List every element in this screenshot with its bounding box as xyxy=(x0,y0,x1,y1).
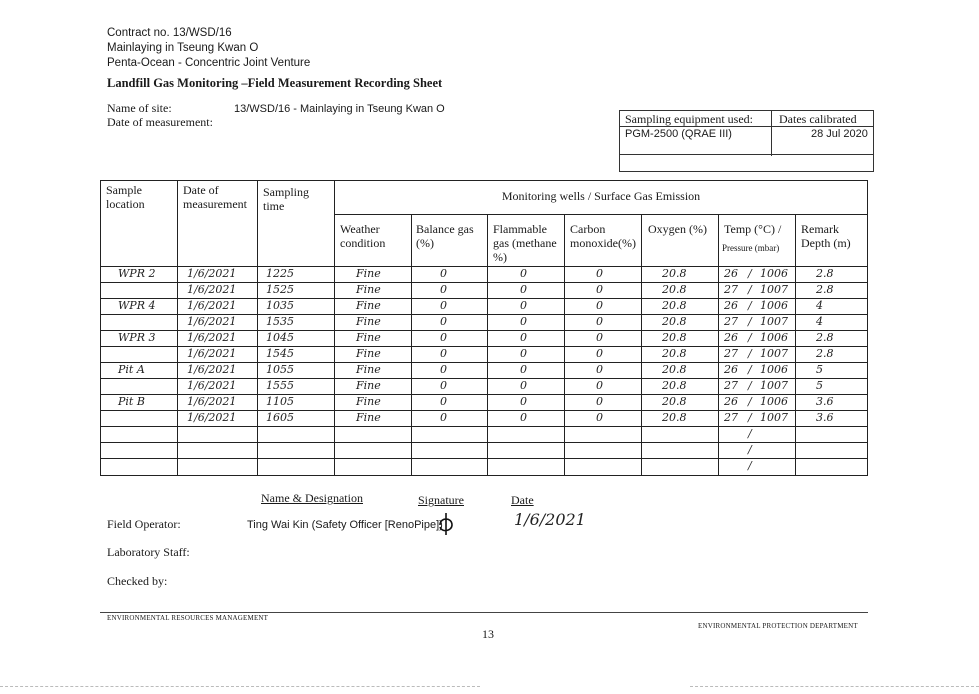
calibrated-header: Dates calibrated xyxy=(779,112,857,126)
row-divider xyxy=(100,426,868,427)
cell-oxygen: 20.8 xyxy=(662,331,687,344)
cell-date: 1/6/2021 xyxy=(187,363,237,376)
cell-remark: 2.8 xyxy=(816,347,834,360)
cell-pressure: 1006 xyxy=(760,331,788,344)
cell-flammable: 0 xyxy=(520,379,527,392)
cell-remark: 4 xyxy=(816,315,823,328)
cell-time: 1105 xyxy=(266,395,294,408)
cell-pressure: 1007 xyxy=(760,347,788,360)
calibrated-value: 28 Jul 2020 xyxy=(811,128,868,140)
cell-loc: WPR 4 xyxy=(118,299,156,312)
header-temp: Temp (°C) / xyxy=(724,222,782,236)
cell-pressure: 1006 xyxy=(760,267,788,280)
cell-temp: 27 xyxy=(724,283,738,296)
header-monitoring-group: Monitoring wells / Surface Gas Emission xyxy=(501,189,701,203)
cell-pressure: 1007 xyxy=(760,379,788,392)
site-value: 13/WSD/16 - Mainlaying in Tseung Kwan O xyxy=(234,103,445,115)
cell-temp: 26 xyxy=(724,363,738,376)
signature-mark xyxy=(436,511,456,537)
cell-balance: 0 xyxy=(440,347,447,360)
cell-temp: 26 xyxy=(724,331,738,344)
temp-pressure-separator: / xyxy=(748,283,752,296)
row-divider xyxy=(100,458,868,459)
cell-balance: 0 xyxy=(440,331,447,344)
cell-co: 0 xyxy=(596,331,603,344)
sheet-title: Landfill Gas Monitoring –Field Measurement Recording Sheet xyxy=(107,76,443,90)
cell-flammable: 0 xyxy=(520,315,527,328)
cell-date: 1/6/2021 xyxy=(187,331,237,344)
cell-weather: Fine xyxy=(356,267,381,280)
cell-oxygen: 20.8 xyxy=(662,379,687,392)
project-name: Mainlaying in Tseung Kwan O xyxy=(107,42,259,54)
header-flammable-gas: Flammable gas (methane %) xyxy=(493,222,557,264)
lab-staff-label: Laboratory Staff: xyxy=(107,545,190,559)
cell-remark: 5 xyxy=(816,363,823,376)
cell-co: 0 xyxy=(596,379,603,392)
temp-pressure-separator: / xyxy=(748,299,752,312)
cell-weather: Fine xyxy=(356,315,381,328)
equipment-table xyxy=(619,110,874,172)
cell-weather: Fine xyxy=(356,379,381,392)
temp-pressure-separator: / xyxy=(748,267,752,280)
temp-pressure-separator: / xyxy=(748,411,752,424)
checked-by-label: Checked by: xyxy=(107,574,168,588)
cell-date: 1/6/2021 xyxy=(187,379,237,392)
cell-remark: 3.6 xyxy=(816,395,834,408)
cell-loc: WPR 2 xyxy=(118,267,156,280)
cell-balance: 0 xyxy=(440,267,447,280)
header-balance-gas: Balance gas (%) xyxy=(416,222,474,250)
cell-weather: Fine xyxy=(356,283,381,296)
cell-oxygen: 20.8 xyxy=(662,299,687,312)
cell-oxygen: 20.8 xyxy=(662,347,687,360)
field-operator-date: 1/6/2021 xyxy=(514,510,586,529)
cell-balance: 0 xyxy=(440,411,447,424)
cell-date: 1/6/2021 xyxy=(187,299,237,312)
cell-time: 1545 xyxy=(266,347,294,360)
cell-pressure: 1007 xyxy=(760,315,788,328)
cell-loc: Pit B xyxy=(118,395,145,408)
cell-balance: 0 xyxy=(440,379,447,392)
cell-loc: Pit A xyxy=(118,363,145,376)
cell-time: 1055 xyxy=(266,363,294,376)
cell-loc: WPR 3 xyxy=(118,331,156,344)
col-name-designation: Name & Designation xyxy=(261,491,363,505)
cell-weather: Fine xyxy=(356,411,381,424)
temp-pressure-separator: / xyxy=(748,443,752,456)
cell-weather: Fine xyxy=(356,347,381,360)
cell-date: 1/6/2021 xyxy=(187,347,237,360)
cell-co: 0 xyxy=(596,363,603,376)
temp-pressure-separator: / xyxy=(748,331,752,344)
temp-pressure-separator: / xyxy=(748,363,752,376)
cell-flammable: 0 xyxy=(520,411,527,424)
cell-pressure: 1006 xyxy=(760,299,788,312)
row-divider xyxy=(100,442,868,443)
cell-oxygen: 20.8 xyxy=(662,267,687,280)
field-operator-name: Ting Wai Kin (Safety Officer [RenoPipe]) xyxy=(247,519,443,531)
cell-pressure: 1006 xyxy=(760,363,788,376)
cell-flammable: 0 xyxy=(520,347,527,360)
site-label: Name of site: xyxy=(107,101,172,115)
temp-pressure-separator: / xyxy=(748,459,752,472)
cell-oxygen: 20.8 xyxy=(662,395,687,408)
cell-flammable: 0 xyxy=(520,283,527,296)
cell-flammable: 0 xyxy=(520,363,527,376)
monitoring-table xyxy=(100,180,868,476)
cell-time: 1605 xyxy=(266,411,294,424)
footer-rule xyxy=(100,612,868,613)
cell-co: 0 xyxy=(596,347,603,360)
cell-balance: 0 xyxy=(440,363,447,376)
cell-temp: 27 xyxy=(724,347,738,360)
cell-weather: Fine xyxy=(356,363,381,376)
cell-flammable: 0 xyxy=(520,395,527,408)
cell-co: 0 xyxy=(596,283,603,296)
equipment-value: PGM-2500 (QRAE III) xyxy=(625,128,732,140)
page-number: 13 xyxy=(482,627,494,641)
cell-co: 0 xyxy=(596,395,603,408)
temp-pressure-separator: / xyxy=(748,315,752,328)
col-signature: Signature xyxy=(418,493,464,507)
cell-co: 0 xyxy=(596,411,603,424)
cell-remark: 2.8 xyxy=(816,331,834,344)
cell-time: 1035 xyxy=(266,299,294,312)
cell-oxygen: 20.8 xyxy=(662,315,687,328)
cell-date: 1/6/2021 xyxy=(187,267,237,280)
temp-pressure-separator: / xyxy=(748,379,752,392)
cell-flammable: 0 xyxy=(520,331,527,344)
cell-pressure: 1007 xyxy=(760,411,788,424)
equipment-header: Sampling equipment used: xyxy=(625,112,753,126)
cell-remark: 2.8 xyxy=(816,267,834,280)
cell-time: 1555 xyxy=(266,379,294,392)
temp-pressure-separator: / xyxy=(748,347,752,360)
header-sample-location: Sample location xyxy=(106,183,145,211)
cell-oxygen: 20.8 xyxy=(662,283,687,296)
header-weather: Weather condition xyxy=(340,222,386,250)
cell-weather: Fine xyxy=(356,331,381,344)
cell-date: 1/6/2021 xyxy=(187,315,237,328)
cell-flammable: 0 xyxy=(520,299,527,312)
date-of-measurement-label: Date of measurement: xyxy=(107,115,213,129)
cell-balance: 0 xyxy=(440,395,447,408)
cell-temp: 26 xyxy=(724,299,738,312)
temp-pressure-separator: / xyxy=(748,427,752,440)
cell-co: 0 xyxy=(596,315,603,328)
cell-oxygen: 20.8 xyxy=(662,411,687,424)
col-date: Date xyxy=(511,493,534,507)
header-sampling-time: Sampling time xyxy=(263,185,310,213)
header-oxygen: Oxygen (%) xyxy=(648,222,707,236)
cell-remark: 5 xyxy=(816,379,823,392)
scan-edge xyxy=(0,686,480,688)
scan-edge xyxy=(690,686,979,688)
header-remark: Remark Depth (m) xyxy=(801,222,851,250)
cell-time: 1525 xyxy=(266,283,294,296)
contract-number: Contract no. 13/WSD/16 xyxy=(107,27,232,39)
cell-temp: 27 xyxy=(724,411,738,424)
cell-co: 0 xyxy=(596,267,603,280)
cell-pressure: 1006 xyxy=(760,395,788,408)
contractor-name: Penta-Ocean - Concentric Joint Venture xyxy=(107,57,311,69)
cell-time: 1045 xyxy=(266,331,294,344)
cell-co: 0 xyxy=(596,299,603,312)
cell-weather: Fine xyxy=(356,395,381,408)
temp-pressure-separator: / xyxy=(748,395,752,408)
cell-date: 1/6/2021 xyxy=(187,411,237,424)
footer-right: ENVIRONMENTAL PROTECTION DEPARTMENT xyxy=(698,622,858,630)
cell-flammable: 0 xyxy=(520,267,527,280)
cell-remark: 4 xyxy=(816,299,823,312)
cell-remark: 2.8 xyxy=(816,283,834,296)
cell-remark: 3.6 xyxy=(816,411,834,424)
cell-balance: 0 xyxy=(440,299,447,312)
cell-temp: 26 xyxy=(724,395,738,408)
field-operator-label: Field Operator: xyxy=(107,517,181,531)
header-pressure: Pressure (mbar) xyxy=(722,243,780,253)
footer-left: ENVIRONMENTAL RESOURCES MANAGEMENT xyxy=(107,614,269,622)
cell-pressure: 1007 xyxy=(760,283,788,296)
cell-time: 1225 xyxy=(266,267,294,280)
cell-date: 1/6/2021 xyxy=(187,395,237,408)
cell-weather: Fine xyxy=(356,299,381,312)
header-carbon-monoxide: Carbon monoxide(%) xyxy=(570,222,636,250)
cell-balance: 0 xyxy=(440,315,447,328)
cell-temp: 27 xyxy=(724,379,738,392)
cell-balance: 0 xyxy=(440,283,447,296)
cell-time: 1535 xyxy=(266,315,294,328)
cell-temp: 27 xyxy=(724,315,738,328)
cell-temp: 26 xyxy=(724,267,738,280)
cell-date: 1/6/2021 xyxy=(187,283,237,296)
header-date-of-measurement: Date of measurement xyxy=(183,183,247,211)
cell-oxygen: 20.8 xyxy=(662,363,687,376)
